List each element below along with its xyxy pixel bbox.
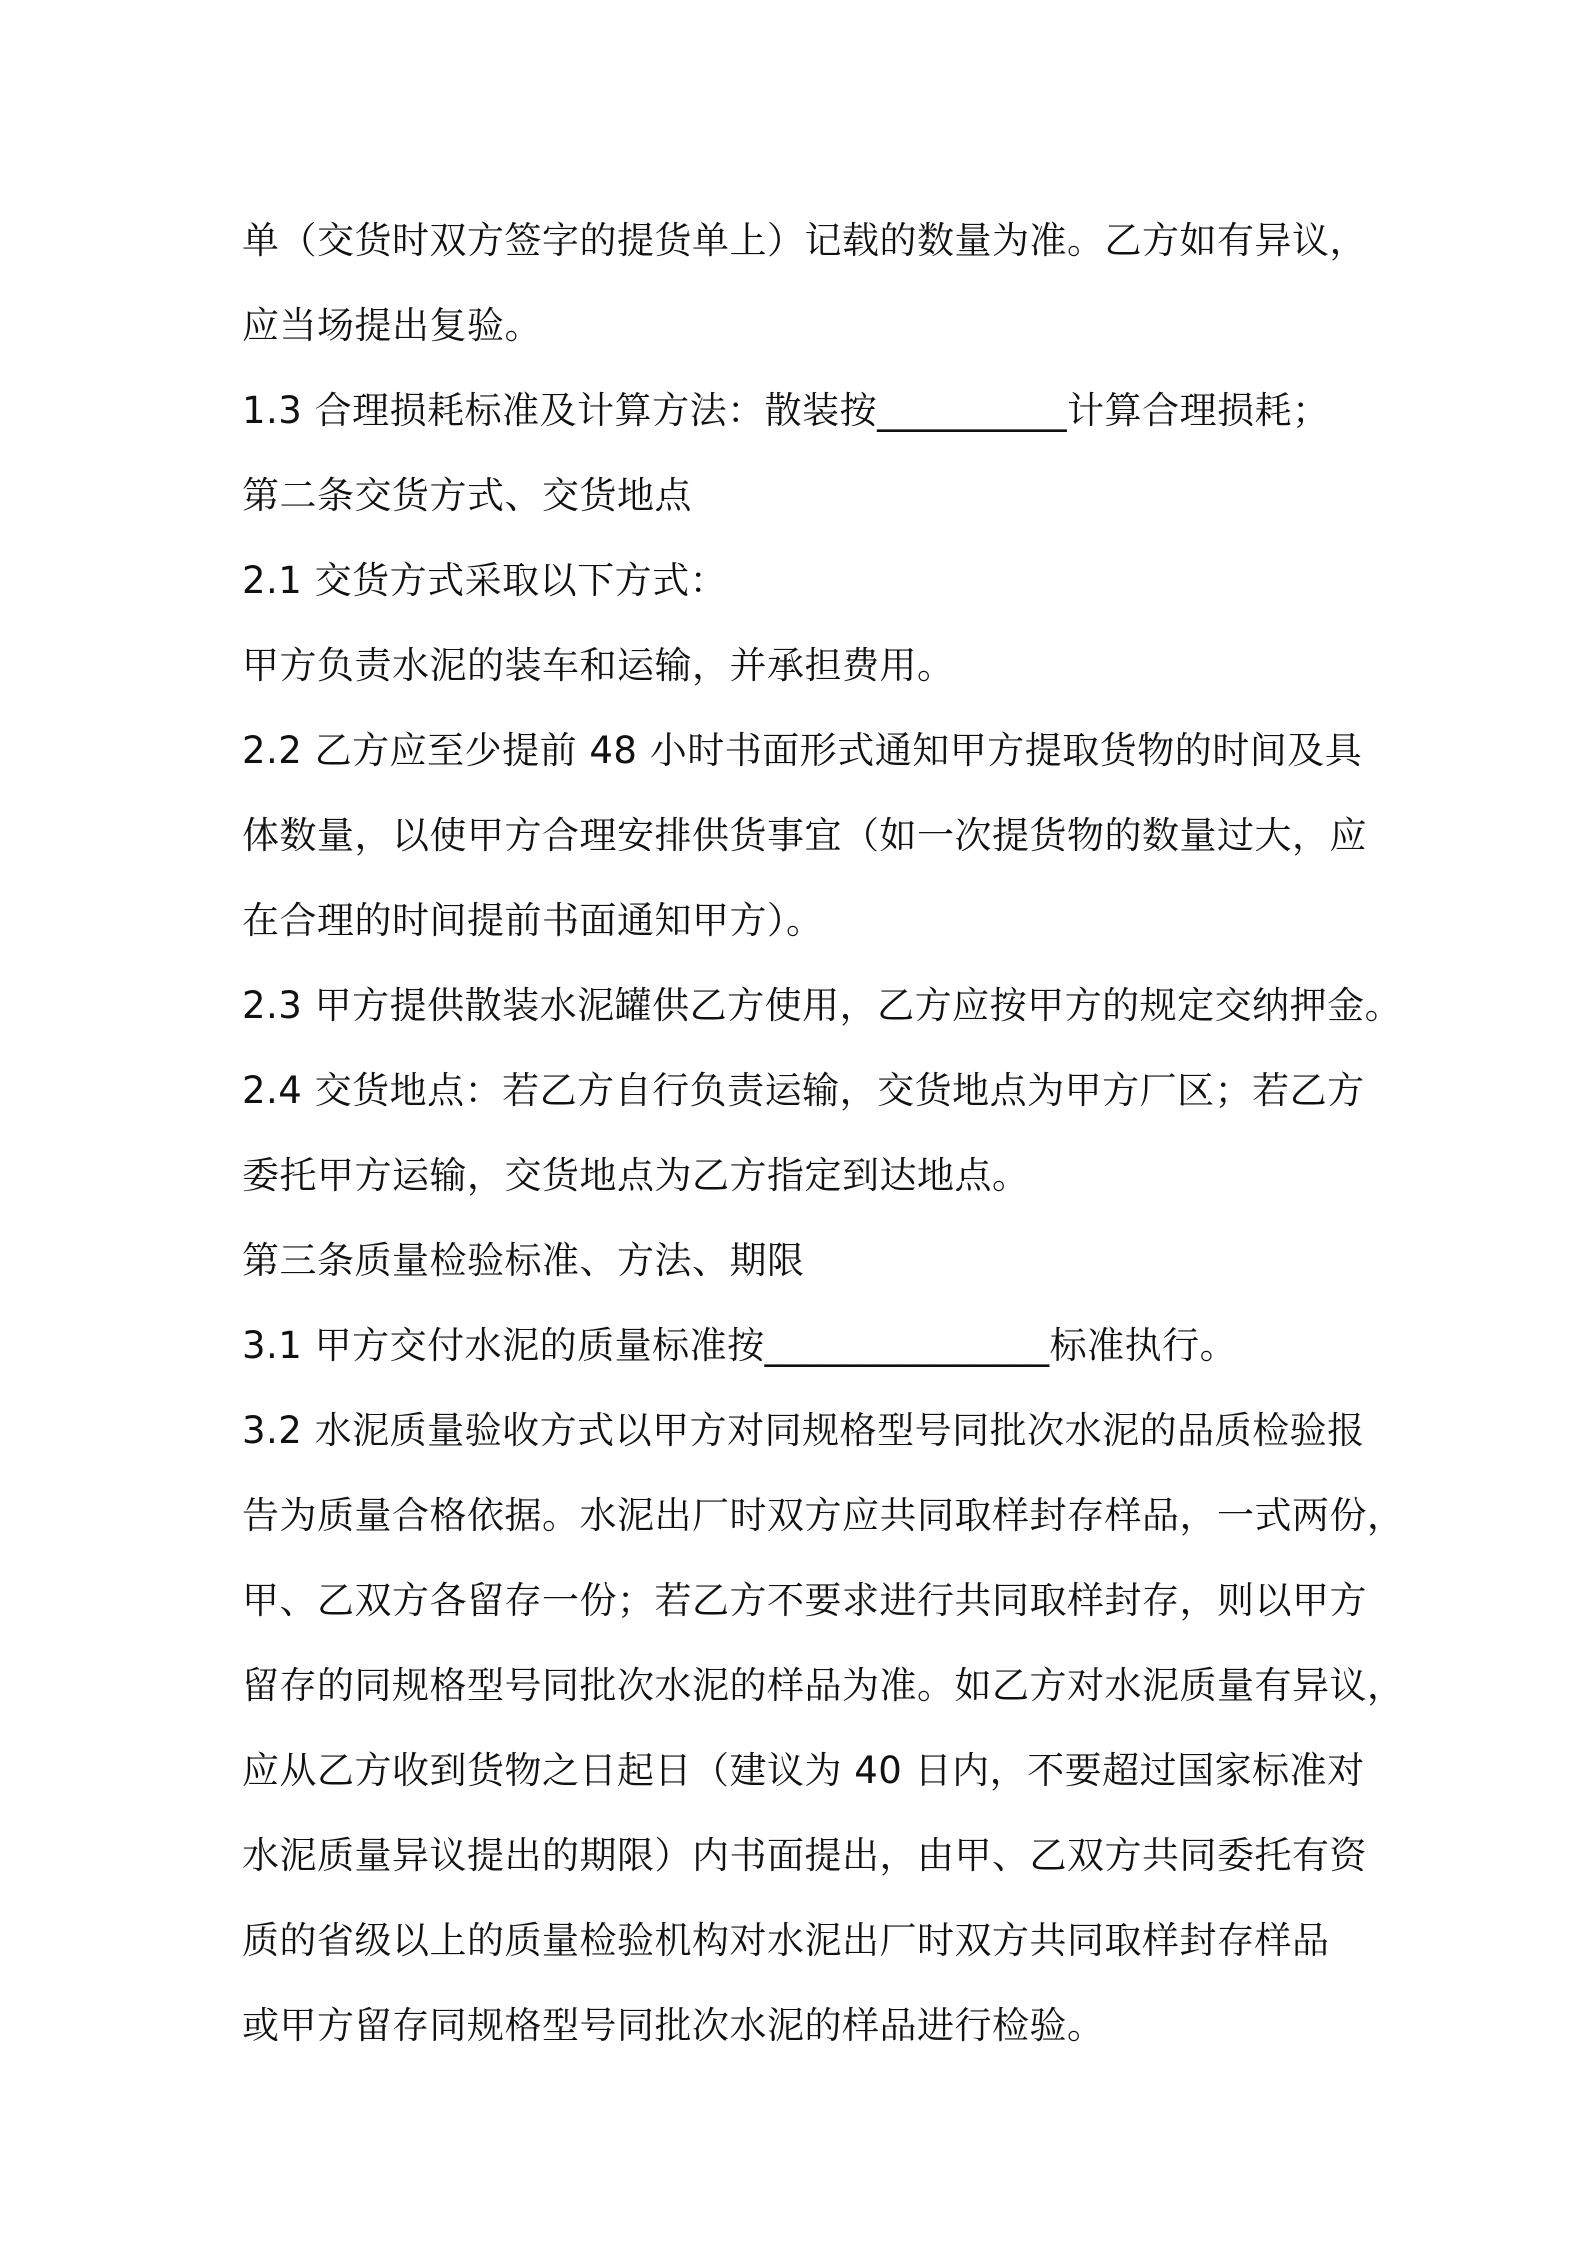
text-line: 留存的同规格型号同批次水泥的样品为准。如乙方对水泥质量有异议， [242,1664,1405,1707]
text-line: 或甲方留存同规格型号同批次水泥的样品进行检验。 [242,2004,1105,2047]
text-line: 1.3 合理损耗标准及计算方法：散装按__________计算合理损耗； [242,389,1330,432]
text-line: 3.1 甲方交付水泥的质量标准按_______________标准执行。 [242,1324,1238,1367]
text-line: 3.2 水泥质量验收方式以甲方对同规格型号同批次水泥的品质检验报 [242,1409,1365,1452]
text-line: 2.1 交货方式采取以下方式： [242,559,728,602]
text-line: 2.3 甲方提供散装水泥罐供乙方使用，乙方应按甲方的规定交纳押金。 [242,984,1403,1027]
text-line: 2.4 交货地点：若乙方自行负责运输，交货地点为甲方厂区；若乙方 [242,1069,1365,1112]
text-line: 水泥质量异议提出的期限）内书面提出，由甲、乙双方共同委托有资 [242,1834,1367,1877]
document-body [242,198,1405,2068]
text-line: 在合理的时间提前书面通知甲方）。 [242,899,824,942]
text-line: 应从乙方收到货物之日起日（建议为 40 日内，不要超过国家标准对 [242,1749,1365,1792]
text-line: 质的省级以上的质量检验机构对水泥出厂时双方共同取样封存样品 [242,1919,1330,1962]
text-line: 甲方负责水泥的装车和运输，并承担费用。 [242,644,955,687]
section-heading: 第二条交货方式、交货地点 [242,474,692,517]
text-line: 体数量，以使甲方合理安排供货事宜（如一次提货物的数量过大，应 [242,814,1367,857]
text-line: 委托甲方运输，交货地点为乙方指定到达地点。 [242,1154,1030,1197]
text-line: 2.2 乙方应至少提前 48 小时书面形式通知甲方提取货物的时间及具 [242,729,1363,772]
text-line: 应当场提出复验。 [242,304,542,347]
text-line: 单（交货时双方签字的提货单上）记载的数量为准。乙方如有异议， [242,219,1367,262]
section-heading: 第三条质量检验标准、方法、期限 [242,1239,805,1282]
text-line: 甲、乙双方各留存一份；若乙方不要求进行共同取样封存，则以甲方 [242,1579,1367,1622]
text-line: 告为质量合格依据。水泥出厂时双方应共同取样封存样品，一式两份， [242,1494,1405,1537]
